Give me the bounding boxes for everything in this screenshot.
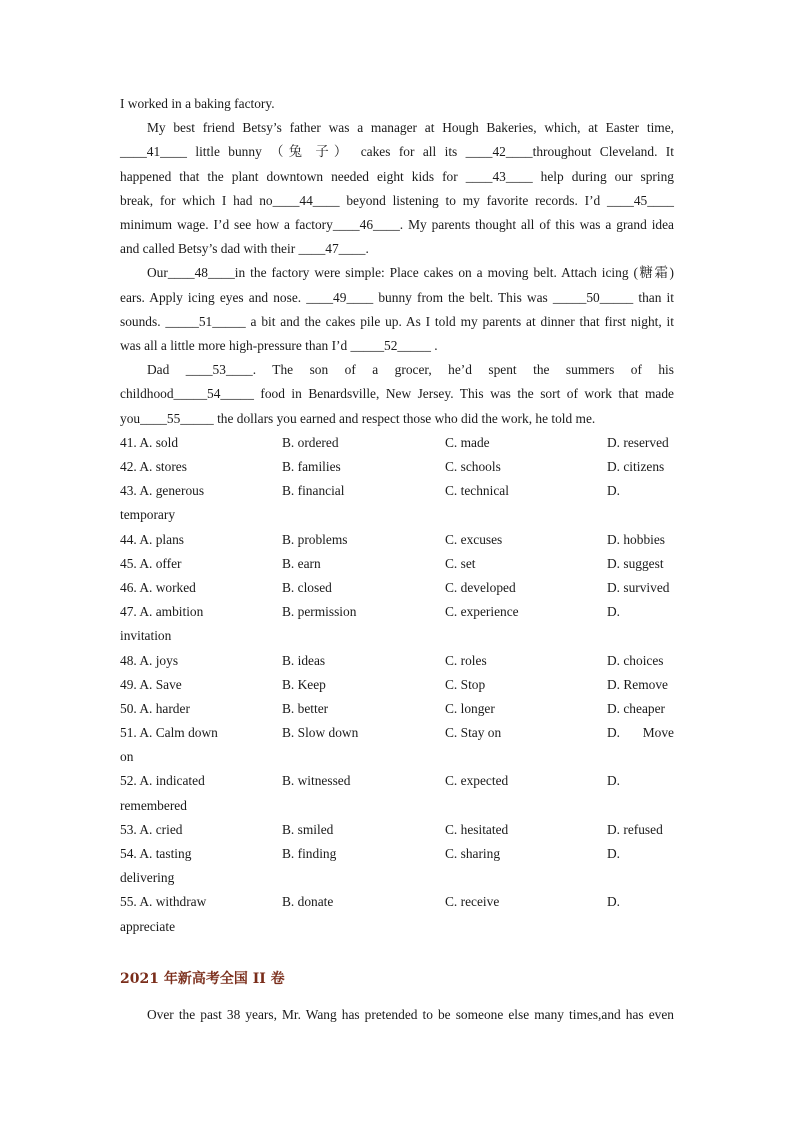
- option-b: B. earn: [282, 555, 321, 571]
- option-b: B. finding: [282, 846, 337, 862]
- option-d: D. hobbies: [607, 531, 666, 547]
- paragraph-2: [120, 261, 674, 358]
- option-c: C. excuses: [445, 531, 503, 547]
- option-b: B. permission: [282, 604, 357, 620]
- p1-line-3: happened that the plant downtown needed eight kids for ____43____ help during our spring: [120, 168, 674, 184]
- option-b: B. ideas: [282, 652, 326, 668]
- option-b: B. witnessed: [282, 773, 351, 789]
- option-c: C. expected: [445, 773, 509, 789]
- option-d: D. cheaper: [607, 700, 665, 716]
- question-row: [120, 479, 674, 503]
- question-row: [120, 600, 674, 624]
- option-d: D.: [607, 894, 621, 910]
- question-row: [120, 649, 674, 673]
- option-d-text: Move: [642, 725, 674, 741]
- paragraph-1: [120, 116, 674, 261]
- option-a: 41. A. sold: [120, 434, 179, 450]
- option-d: D. citizens: [607, 459, 665, 475]
- option-a: 47. A. ambition: [120, 604, 204, 620]
- question-row: [120, 818, 674, 842]
- option-c: C. sharing: [445, 846, 501, 862]
- option-a: 52. A. indicated: [120, 773, 205, 789]
- option-c: C. made: [445, 434, 490, 450]
- option-a: 48. A. joys: [120, 652, 179, 668]
- option-c: C. schools: [445, 459, 501, 475]
- option-d: D.: [607, 773, 621, 789]
- option-a: 46. A. worked: [120, 579, 196, 595]
- option-c: C. hesitated: [445, 821, 509, 837]
- option-a: 50. A. harder: [120, 700, 190, 716]
- question-row: [120, 552, 674, 576]
- p1-line-2: ____41____ little bunny （兔 子） cakes for all its ____42____throughout Cleveland. It: [120, 144, 674, 160]
- question-row: [120, 431, 674, 455]
- p2-line-4: was all a little more high-pressure than I’d _____52_____ .: [120, 338, 438, 354]
- p3-line-3: you____55_____ the dollars you earned and respect those who did the work, he told me.: [120, 410, 596, 426]
- p2-line-3: sounds. _____51_____ a bit and the cakes pile up. As I told my parents at dinner that first night, it: [120, 313, 674, 329]
- option-d-wrap: invitation: [120, 628, 172, 644]
- option-d: D. choices: [607, 652, 664, 668]
- option-a: 51. A. Calm down: [120, 725, 218, 741]
- option-c: C. receive: [445, 894, 500, 910]
- option-c: C. Stop: [445, 676, 486, 692]
- option-b: B. closed: [282, 579, 332, 595]
- option-a: 53. A. cried: [120, 821, 183, 837]
- option-c: C. experience: [445, 604, 519, 620]
- option-c: C. longer: [445, 700, 495, 716]
- next-passage-line-1: Over the past 38 years, Mr. Wang has pretended to be someone else many times,and has even: [147, 1006, 674, 1022]
- option-c: C. developed: [445, 579, 516, 595]
- option-d: D. refused: [607, 821, 663, 837]
- p2-line-1: Our____48____in the factory were simple: Place cakes on a moving belt. Attach icing (糖霜): [147, 265, 674, 281]
- option-c: C. set: [445, 555, 476, 571]
- paragraph-3: [120, 358, 674, 431]
- question-row: [120, 769, 674, 793]
- option-b: B. problems: [282, 531, 348, 547]
- p1-line-5: minimum wage. I’d see how a factory____46____. My parents thought all of this was a grand idea: [120, 217, 674, 233]
- option-c: C. roles: [445, 652, 487, 668]
- option-d-wrap: delivering: [120, 870, 175, 886]
- option-d-wrap: appreciate: [120, 918, 176, 934]
- option-d: D. Remove: [607, 676, 668, 692]
- question-row: [120, 842, 674, 866]
- option-c: C. technical: [445, 483, 509, 499]
- option-a: 55. A. withdraw: [120, 894, 207, 910]
- option-d-wrap: remembered: [120, 797, 187, 813]
- option-a: 45. A. offer: [120, 555, 182, 571]
- question-row: [120, 455, 674, 479]
- option-b: B. smiled: [282, 821, 334, 837]
- question-row: [120, 576, 674, 600]
- option-d: D. reserved: [607, 434, 669, 450]
- option-b: B. families: [282, 459, 341, 475]
- option-a: 42. A. stores: [120, 459, 187, 475]
- question-row: [120, 697, 674, 721]
- option-b: B. better: [282, 700, 329, 716]
- p1-line-1: My best friend Betsy’s father was a manager at Hough Bakeries, which, at Easter time,: [147, 120, 674, 136]
- option-d-letter: D.: [607, 725, 621, 741]
- document-page: [120, 92, 674, 1027]
- option-c: C. Stay on: [445, 725, 502, 741]
- option-a: 54. A. tasting: [120, 846, 192, 862]
- option-d: D.: [607, 604, 621, 620]
- p3-line-2: childhood_____54_____ food in Benardsville, New Jersey. This was the sort of work that made: [120, 386, 674, 402]
- p1-line-6: and called Betsy’s dad with their ____47____.: [120, 241, 369, 257]
- option-d: D. suggest: [607, 555, 664, 571]
- option-d: [607, 721, 674, 745]
- option-a: 49. A. Save: [120, 676, 182, 692]
- option-d-wrap: temporary: [120, 507, 176, 523]
- option-d: D.: [607, 846, 621, 862]
- question-row: [120, 890, 674, 914]
- option-b: B. Slow down: [282, 725, 359, 741]
- option-d-wrap: on: [120, 749, 134, 765]
- question-row: [120, 721, 674, 745]
- p3-line-1: Dad ____53____. The son of a grocer, he’d spent the summers of his: [147, 362, 674, 378]
- answer-options: [120, 431, 674, 939]
- option-d: D.: [607, 483, 621, 499]
- option-d: D. survived: [607, 579, 670, 595]
- p1-line-4: break, for which I had no____44____ beyond listening to my favorite records. I’d ____45____: [120, 192, 674, 208]
- option-b: B. ordered: [282, 434, 339, 450]
- question-row: [120, 673, 674, 697]
- next-passage: [120, 1003, 674, 1027]
- section-title: 2021 年新高考全国 II 卷: [120, 970, 285, 987]
- question-row: [120, 528, 674, 552]
- option-a: 43. A. generous: [120, 483, 205, 499]
- option-b: B. financial: [282, 483, 345, 499]
- option-b: B. Keep: [282, 676, 326, 692]
- option-b: B. donate: [282, 894, 334, 910]
- p2-line-2: ears. Apply icing eyes and nose. ____49____ bunny from the belt. This was _____50_____ than it: [120, 289, 674, 305]
- option-a: 44. A. plans: [120, 531, 184, 547]
- intro-line: I worked in a baking factory.: [120, 96, 275, 111]
